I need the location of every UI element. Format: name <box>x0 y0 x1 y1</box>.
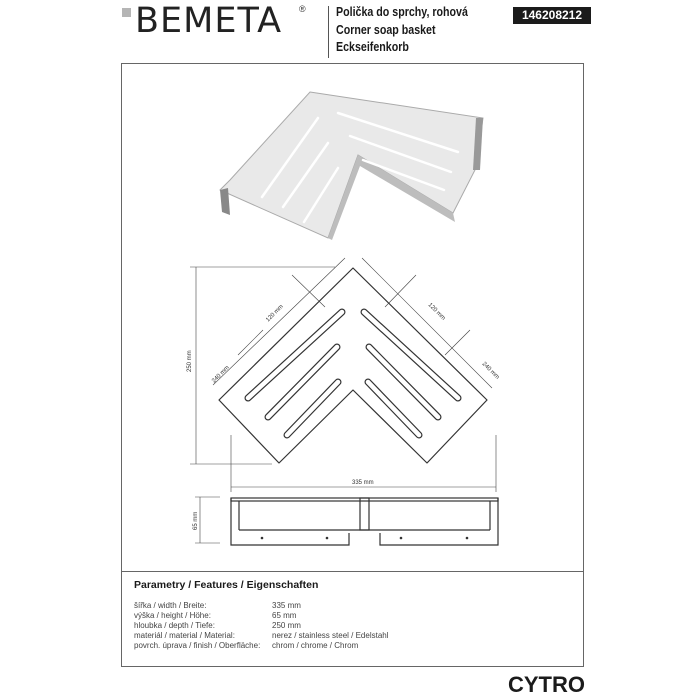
brand-logo: BEMETA <box>135 1 283 41</box>
side-view <box>231 498 498 545</box>
series-name: CYTRO <box>508 672 585 697</box>
product-photo <box>220 92 483 240</box>
param-label: šířka / width / Breite: <box>134 601 207 610</box>
title-cz: Polička do sprchy, rohová <box>336 4 468 19</box>
dim-120-left: 120 mm <box>265 303 285 324</box>
plan-view <box>219 268 487 463</box>
title-en: Corner soap basket <box>336 21 436 37</box>
product-code: 146208212 <box>513 7 591 24</box>
param-value: 335 mm <box>272 601 301 610</box>
dim-120-right: 120 mm <box>426 302 447 322</box>
param-label: materiál / material / Material: <box>134 631 235 640</box>
param-label: hloubka / depth / Tiefe: <box>134 621 215 630</box>
dim-65: 65 mm <box>193 511 199 530</box>
dim-335: 335 mm <box>352 480 374 486</box>
title-de: Eckseifenkorb <box>336 39 409 54</box>
param-label: povrch. úprava / finish / Oberfläche: <box>134 641 261 650</box>
param-label: výška / height / Höhe: <box>134 611 211 620</box>
param-value: 250 mm <box>272 621 301 630</box>
dim-240-left: 240 mm <box>211 364 231 385</box>
param-value: 65 mm <box>272 611 297 620</box>
parameters-title: Parametry / Features / Eigenschaften <box>134 579 319 591</box>
registered-mark: ® <box>299 4 306 14</box>
dim-240-right: 240 mm <box>480 361 501 381</box>
param-value: chrom / chrome / Chrom <box>272 641 359 650</box>
dim-250: 250 mm <box>187 350 193 372</box>
param-value: nerez / stainless steel / Edelstahl <box>272 631 389 640</box>
